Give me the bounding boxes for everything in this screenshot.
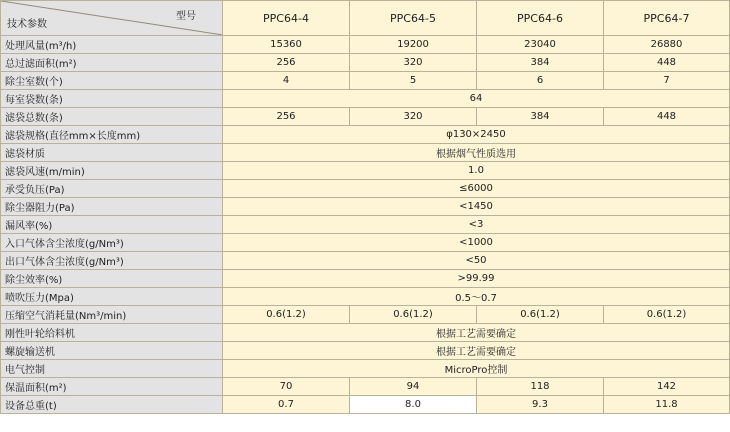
- merged-value-cell: 64: [223, 90, 730, 108]
- param-label: 保温面积(m²): [1, 378, 223, 396]
- merged-value-cell: <3: [223, 216, 730, 234]
- param-label: 刚性叶轮给料机: [1, 324, 223, 342]
- value-cell: 94: [350, 378, 477, 396]
- param-label: 处理风量(m³/h): [1, 36, 223, 54]
- param-label: 螺旋输送机: [1, 342, 223, 360]
- param-label: 漏风率(%): [1, 216, 223, 234]
- table-row: [1, 72, 730, 90]
- param-label: 每室袋数(条): [1, 90, 223, 108]
- value-cell: 320: [350, 54, 477, 72]
- table-row: [1, 252, 730, 270]
- table-row: [1, 216, 730, 234]
- table-row: [1, 90, 730, 108]
- table-row: [1, 126, 730, 144]
- value-cell: 19200: [350, 36, 477, 54]
- param-label: 除尘效率(%): [1, 270, 223, 288]
- corner-cell: [1, 1, 223, 36]
- table-row: [1, 360, 730, 378]
- merged-value-cell: 0.5～0.7: [223, 288, 730, 306]
- value-cell: 0.6(1.2): [350, 306, 477, 324]
- merged-value-cell: φ130×2450: [223, 126, 730, 144]
- param-label: 滤袋风速(m/min): [1, 162, 223, 180]
- value-cell: 6: [477, 72, 604, 90]
- table-row: [1, 288, 730, 306]
- value-cell: 5: [350, 72, 477, 90]
- table-row: [1, 180, 730, 198]
- param-label: 压缩空气消耗量(Nm³/min): [1, 306, 223, 324]
- merged-value-cell: 根据烟气性质选用: [223, 144, 730, 162]
- value-cell: 448: [604, 108, 730, 126]
- merged-value-cell: >99.99: [223, 270, 730, 288]
- value-cell: 8.0: [350, 396, 477, 414]
- param-label: 电气控制: [1, 360, 223, 378]
- table-row: [1, 144, 730, 162]
- param-label: 出口气体含尘浓度(g/Nm³): [1, 252, 223, 270]
- value-cell: 320: [350, 108, 477, 126]
- table-row: [1, 306, 730, 324]
- model-column-header: PPC64-4: [223, 1, 350, 36]
- table-row: [1, 378, 730, 396]
- param-label: 入口气体含尘浓度(g/Nm³): [1, 234, 223, 252]
- param-label: 承受负压(Pa): [1, 180, 223, 198]
- value-cell: 118: [477, 378, 604, 396]
- param-label: 滤袋规格(直径mm×长度mm): [1, 126, 223, 144]
- value-cell: 384: [477, 54, 604, 72]
- param-label: 除尘室数(个): [1, 72, 223, 90]
- table-row: [1, 270, 730, 288]
- value-cell: 384: [477, 108, 604, 126]
- merged-value-cell: <1000: [223, 234, 730, 252]
- table-row: [1, 198, 730, 216]
- param-label: 滤袋总数(条): [1, 108, 223, 126]
- model-column-header: PPC64-5: [350, 1, 477, 36]
- merged-value-cell: 根据工艺需要确定: [223, 342, 730, 360]
- value-cell: 7: [604, 72, 730, 90]
- param-label: 滤袋材质: [1, 144, 223, 162]
- merged-value-cell: MicroPro控制: [223, 360, 730, 378]
- value-cell: 26880: [604, 36, 730, 54]
- table-row: [1, 162, 730, 180]
- model-column-header: PPC64-7: [604, 1, 730, 36]
- value-cell: 0.6(1.2): [477, 306, 604, 324]
- value-cell: 0.6(1.2): [604, 306, 730, 324]
- spec-table-body: [1, 1, 730, 414]
- merged-value-cell: <50: [223, 252, 730, 270]
- param-label: 设备总重(t): [1, 396, 223, 414]
- value-cell: 256: [223, 108, 350, 126]
- table-row: [1, 324, 730, 342]
- table-row: [1, 396, 730, 414]
- merged-value-cell: 根据工艺需要确定: [223, 324, 730, 342]
- model-column-header: PPC64-6: [477, 1, 604, 36]
- table-row: [1, 54, 730, 72]
- model-header-label: 型号: [176, 11, 196, 22]
- param-label: 总过滤面积(m²): [1, 54, 223, 72]
- value-cell: 142: [604, 378, 730, 396]
- value-cell: 11.8: [604, 396, 730, 414]
- value-cell: 0.7: [223, 396, 350, 414]
- merged-value-cell: <1450: [223, 198, 730, 216]
- table-row: [1, 234, 730, 252]
- value-cell: 0.6(1.2): [223, 306, 350, 324]
- value-cell: 448: [604, 54, 730, 72]
- param-label: 除尘器阻力(Pa): [1, 198, 223, 216]
- value-cell: 256: [223, 54, 350, 72]
- table-row: [1, 108, 730, 126]
- value-cell: 4: [223, 72, 350, 90]
- table-row: [1, 36, 730, 54]
- merged-value-cell: 1.0: [223, 162, 730, 180]
- value-cell: 15360: [223, 36, 350, 54]
- value-cell: 9.3: [477, 396, 604, 414]
- table-row: [1, 342, 730, 360]
- param-header-label: 技术参数: [7, 19, 47, 30]
- param-label: 喷吹压力(Mpa): [1, 288, 223, 306]
- merged-value-cell: ≤6000: [223, 180, 730, 198]
- value-cell: 70: [223, 378, 350, 396]
- header-row: [1, 1, 730, 36]
- value-cell: 23040: [477, 36, 604, 54]
